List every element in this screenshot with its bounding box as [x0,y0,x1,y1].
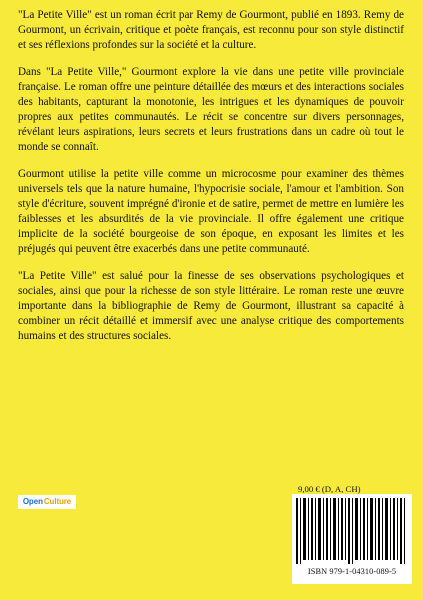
barcode-icon [296,498,408,564]
publisher-logo [18,495,76,509]
description-paragraph: "La Petite Ville" est salué pour la finesse de ses observations psychologiques et sociales, ainsi que pour la richesse de son style littéraire. Le roman reste une œuvre importante dans la bibliographie de Remy de Gourmont, illustrant sa capacité à combiner un récit détaillé et immersif avec une analyse critique des comportements humains et des structures sociales. [18,269,404,343]
publisher-logo-open: Open [22,497,43,506]
back-cover-description [18,8,404,355]
description-paragraph: Dans "La Petite Ville," Gourmont explore la vie dans une petite ville provinciale française. Le roman offre une peinture détaillée des mœurs et des interactions sociales des habitants, capturant la monotonie, les intrigues et les dynamiques de pouvoir propres aux petites communautés. Le récit se concentre sur divers personnages, révélant leurs aspirations, leurs secrets et leurs frustrations dans un cadre où tout le monde se connaît. [18,65,404,154]
description-paragraph: Gourmont utilise la petite ville comme un microcosme pour examiner des thèmes universels tels que la nature humaine, l'hypocrisie sociale, l'amour et l'ambition. Son style d'écriture, souvent imprégné d'ironie et de satire, permet de mettre en lumière les faiblesses et les absurdités de la vie provinciale. Il offre également une critique implicite de la société bourgeoise de son époque, en exposant les limites et les préjugés qui peuvent être exacerbés dans une petite communauté. [18,167,404,256]
barcode-panel [292,494,412,584]
isbn-label: ISBN 979-1-04310-089-5 [307,567,397,576]
price-label: 9,00 € (D, A, CH) [298,484,361,494]
publisher-logo-culture: Culture [43,497,72,506]
description-paragraph: "La Petite Ville" est un roman écrit par Remy de Gourmont, publié en 1893. Remy de Gourmont, un écrivain, critique et poète français, est reconnu pour son style distinctif et ses réflexions profondes sur la société et la culture. [18,9,404,52]
